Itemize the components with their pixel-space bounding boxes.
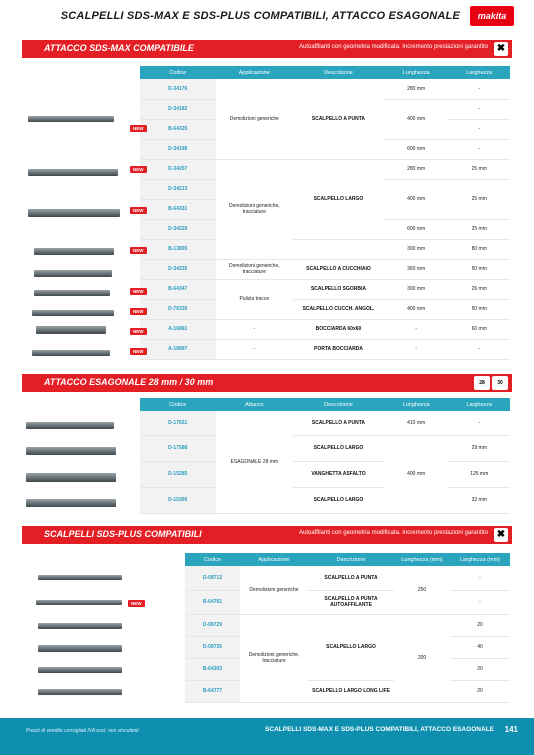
- length-cell: 400 mm: [384, 99, 449, 139]
- width-cell: -: [450, 566, 510, 590]
- width-cell: -: [448, 79, 510, 99]
- new-badge: NEW: [130, 166, 147, 173]
- table-row: [185, 614, 510, 636]
- width-cell: 20: [450, 680, 510, 702]
- length-cell: 300 mm: [384, 239, 449, 259]
- description-cell: SCALPELLO A PUNTA AUTOAFFILANTE: [308, 590, 394, 614]
- application-cell: Pulizia tracce: [216, 279, 294, 319]
- col-header: Lunghezza: [384, 398, 449, 411]
- new-badge: NEW: [130, 247, 147, 254]
- col-header: Descrizione: [293, 66, 384, 79]
- page-header: [0, 0, 534, 32]
- length-cell: 360 mm: [384, 259, 449, 279]
- page-title: SCALPELLI SDS-MAX E SDS-PLUS COMPATIBILI, ATTACCO ESAGONALE: [60, 10, 460, 22]
- sds-plus-point-image: [36, 600, 122, 605]
- col-header: Codice: [185, 553, 240, 566]
- hex-28-icon: 28: [474, 376, 490, 390]
- description-cell: SCALPELLO A PUNTA: [293, 411, 384, 435]
- new-badge: NEW: [130, 125, 147, 132]
- cross-icon: ✖: [494, 42, 508, 56]
- width-cell: -: [448, 339, 510, 359]
- width-cell: 25 mm: [448, 219, 510, 239]
- description-cell: SCALPELLO LARGO: [293, 487, 384, 513]
- table-row: [140, 299, 510, 319]
- length-cell: 300 mm: [384, 279, 449, 299]
- section-subtitle: Autoaffilanti con geometria modificata. Incremento prestazioni garantito: [299, 44, 488, 50]
- table-row: [140, 159, 510, 179]
- width-cell: 26 mm: [448, 279, 510, 299]
- product-code[interactable]: B-64325: [140, 119, 216, 139]
- bush-hammer-image: [36, 326, 106, 334]
- width-cell: 80 mm: [448, 239, 510, 259]
- product-code[interactable]: D-17588: [140, 435, 216, 461]
- length-cell: 410 mm: [384, 411, 449, 435]
- product-code[interactable]: D-34207: [140, 159, 216, 179]
- col-header: Lunghezza (mm): [394, 553, 450, 566]
- width-cell: -: [448, 139, 510, 159]
- product-code[interactable]: D-34182: [140, 99, 216, 119]
- col-header: Descrizione: [293, 398, 384, 411]
- description-cell: SCALPELLO A CUCCHIAIO: [293, 259, 384, 279]
- chisel-gouge-image: [34, 290, 110, 296]
- chisel-flat-image: [28, 169, 118, 176]
- description-cell: PORTA BOCCIARDA: [293, 339, 384, 359]
- width-cell: 25 mm: [448, 159, 510, 179]
- length-cell: 250: [394, 566, 450, 614]
- sds-plus-flat-image: [38, 667, 122, 673]
- width-cell: 29 mm: [448, 435, 510, 461]
- application-cell: Demolizioni generiche: [240, 566, 308, 614]
- col-header: Larghezza (mm): [450, 553, 510, 566]
- chisel-wide-image: [34, 248, 114, 255]
- product-code[interactable]: D-17631: [140, 411, 216, 435]
- new-badge: NEW: [130, 288, 147, 295]
- width-cell: 125 mm: [448, 461, 510, 487]
- application-cell: Demolizioni generiche, tracciature: [240, 614, 308, 702]
- sds-plus-flat-image: [38, 645, 122, 652]
- application-cell: Demolizioni generiche: [216, 79, 294, 159]
- description-cell: SCALPELLO LARGO: [293, 159, 384, 239]
- product-code[interactable]: D-15300: [140, 487, 216, 513]
- attacco-cell: ESAGONALE 28 mm: [216, 411, 294, 513]
- section-title: ATTACCO ESAGONALE 28 mm / 30 mm: [44, 377, 214, 387]
- description-cell: SCALPELLO LARGO: [293, 435, 384, 461]
- sds-plus-flat-image: [38, 689, 122, 695]
- hex-chisel-flat-image: [26, 499, 116, 507]
- product-code[interactable]: D-34198: [140, 139, 216, 159]
- section-banner-sds-plus: [22, 526, 512, 544]
- hex-table: [140, 398, 510, 514]
- table-row: [140, 319, 510, 339]
- section-title: ATTACCO SDS-MAX COMPATIBILE: [44, 43, 194, 53]
- width-cell: 40: [450, 636, 510, 658]
- sds-plus-flat-image: [38, 623, 122, 629]
- section-subtitle: Autoaffilanti con geometria modificata. Incremento prestazioni garantito: [299, 530, 488, 536]
- length-cell: 400 mm: [384, 179, 449, 219]
- col-header: Larghezza: [448, 66, 510, 79]
- col-header: Applicazione: [240, 553, 308, 566]
- col-header: Codice: [140, 66, 216, 79]
- col-header: Descrizione: [308, 553, 394, 566]
- product-code[interactable]: B-64777: [185, 680, 240, 702]
- description-cell: SCALPELLO A PUNTA: [308, 566, 394, 590]
- sds-plus-point-image: [38, 575, 122, 580]
- page-footer: [0, 718, 534, 755]
- width-cell: 50 mm: [448, 299, 510, 319]
- product-code[interactable]: D-34176: [140, 79, 216, 99]
- application-cell: Demolizioni generiche, tracciature: [216, 259, 294, 279]
- length-cell: 600 mm: [384, 219, 449, 239]
- product-code[interactable]: D-34235: [140, 259, 216, 279]
- product-code[interactable]: D-34213: [140, 179, 216, 199]
- length-cell: -: [384, 339, 449, 359]
- table-row: [140, 339, 510, 359]
- length-cell: 400 mm: [384, 299, 449, 319]
- product-code[interactable]: B-64761: [185, 590, 240, 614]
- col-header: Larghezza: [448, 398, 510, 411]
- product-code[interactable]: D-08735: [185, 636, 240, 658]
- col-header: Codice: [140, 398, 216, 411]
- table-row: [140, 279, 510, 299]
- description-cell: SCALPELLO SGORBIA: [293, 279, 384, 299]
- table-row: [185, 566, 510, 590]
- col-header: Lunghezza: [384, 66, 449, 79]
- section-banner-sds-max: [22, 40, 512, 58]
- makita-logo: makita: [470, 6, 514, 26]
- description-cell: [293, 239, 384, 259]
- width-cell: 25 mm: [448, 179, 510, 219]
- product-code[interactable]: B-64347: [140, 279, 216, 299]
- length-cell: 600 mm: [384, 139, 449, 159]
- hex-spade-image: [26, 473, 116, 482]
- hex-chisel-flat-image: [26, 447, 116, 455]
- table-row: [140, 461, 510, 487]
- cross-icon: ✖: [494, 528, 508, 542]
- section-title: SCALPELLI SDS-PLUS COMPATIBILI: [44, 529, 202, 539]
- product-code[interactable]: A-16897: [140, 339, 216, 359]
- table-row: [185, 680, 510, 702]
- new-badge: NEW: [130, 308, 147, 315]
- new-badge: NEW: [130, 328, 147, 335]
- description-cell: SCALPELLO A PUNTA: [293, 79, 384, 159]
- product-code[interactable]: D-08713: [185, 566, 240, 590]
- application-cell: Demolizioni generiche, tracciature: [216, 159, 294, 259]
- description-cell: SCALPELLO CUCCH. ANGOL.: [293, 299, 384, 319]
- bush-holder-image: [32, 350, 110, 356]
- width-cell: 20: [450, 658, 510, 680]
- hex-30-icon: 30: [492, 376, 508, 390]
- product-code[interactable]: D-34229: [140, 219, 216, 239]
- new-badge: NEW: [128, 600, 145, 607]
- hex-chisel-point-image: [26, 422, 114, 429]
- sds-plus-table: [185, 553, 510, 703]
- product-code[interactable]: D-15285: [140, 461, 216, 487]
- width-cell: 50 mm: [448, 259, 510, 279]
- width-cell: 32 mm: [448, 487, 510, 513]
- width-cell: -: [448, 99, 510, 119]
- description-cell: SCALPELLO LARGO LONG LIFE: [308, 680, 394, 702]
- description-cell: VANGHETTA ASFALTO: [293, 461, 384, 487]
- table-row: [140, 435, 510, 461]
- length-cell: 200: [394, 614, 450, 702]
- chisel-angled-image: [32, 310, 114, 316]
- length-cell: -: [384, 319, 449, 339]
- width-cell: -: [448, 119, 510, 139]
- table-row: [140, 487, 510, 513]
- section-banner-hex: [22, 374, 512, 392]
- description-cell: BOCCIARDA 60x60: [293, 319, 384, 339]
- width-cell: 20: [450, 614, 510, 636]
- chisel-point-image: [28, 116, 114, 122]
- length-cell: 400 mm: [384, 435, 449, 513]
- product-code[interactable]: B-64331: [140, 199, 216, 219]
- length-cell: 280 mm: [384, 159, 449, 179]
- table-row: [140, 239, 510, 259]
- application-cell: -: [216, 319, 294, 339]
- table-row: [140, 259, 510, 279]
- application-cell: -: [216, 339, 294, 359]
- product-code[interactable]: A-16881: [140, 319, 216, 339]
- product-code[interactable]: B-64303: [185, 658, 240, 680]
- sds-max-table: [140, 66, 510, 360]
- new-badge: NEW: [130, 207, 147, 214]
- new-badge: NEW: [130, 348, 147, 355]
- product-code[interactable]: D-76330: [140, 299, 216, 319]
- width-cell: -: [450, 590, 510, 614]
- width-cell: -: [448, 411, 510, 435]
- product-code[interactable]: B-13895: [140, 239, 216, 259]
- page-number: 141: [504, 725, 518, 734]
- table-row: [140, 411, 510, 435]
- width-cell: 60 mm: [448, 319, 510, 339]
- length-cell: 280 mm: [384, 79, 449, 99]
- col-header: Applicazione: [216, 66, 294, 79]
- table-row: [185, 590, 510, 614]
- footer-note: Prezzi di vendita consigliati IVA escl. non vincolanti: [26, 728, 139, 734]
- chisel-flat-image: [28, 209, 120, 217]
- chisel-spoon-image: [34, 270, 112, 277]
- col-header: Attacco: [216, 398, 294, 411]
- footer-title: SCALPELLI SDS-MAX E SDS-PLUS COMPATIBILI, ATTACCO ESAGONALE: [265, 726, 494, 733]
- description-cell: SCALPELLO LARGO: [308, 614, 394, 680]
- table-row: [140, 79, 510, 99]
- product-code[interactable]: D-08729: [185, 614, 240, 636]
